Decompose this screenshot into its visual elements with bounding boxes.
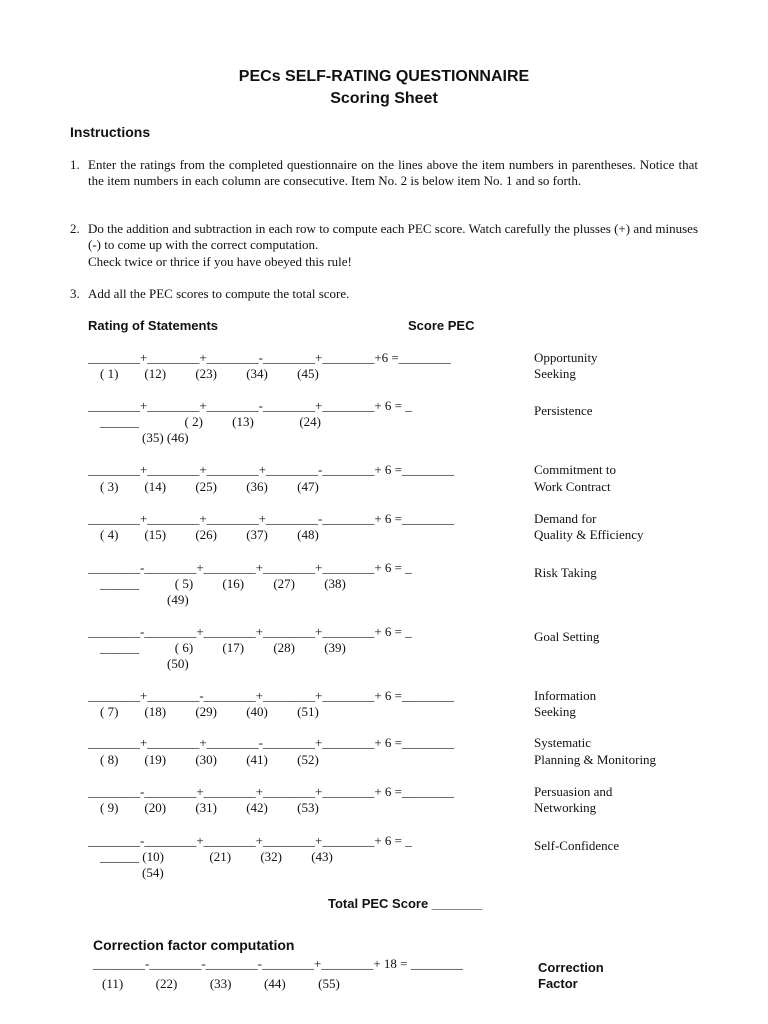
pec-label: Commitment to: [534, 462, 616, 477]
rating-header: Rating of Statements: [88, 318, 219, 333]
item-numbers: ______ ( 2) (13) (24): [100, 414, 321, 429]
formula-line: ________-________+________+________+________+ 6 = _: [88, 833, 412, 848]
formula-line: ________-________+________+________+________+ 6 = _: [88, 624, 412, 639]
item-numbers: ______ ( 5) (16) (27) (38): [100, 576, 346, 591]
item-numbers: ( 4) (15) (26) (37) (48): [100, 527, 319, 542]
page-title: PECs SELF-RATING QUESTIONNAIRE: [238, 68, 530, 85]
total-score: Total PEC Score _______: [328, 896, 483, 911]
item-numbers-wrap: (50): [167, 656, 189, 671]
item-numbers: ( 7) (18) (29) (40) (51): [100, 704, 319, 719]
score-header: Score PEC: [408, 318, 475, 333]
pec-label: Opportunity: [534, 350, 598, 365]
formula-line: ________+________+________+________-________+ 6 =________: [88, 511, 454, 526]
pec-label: Networking: [534, 800, 597, 815]
correction-item-numbers: (11) (22) (33) (44) (55): [102, 976, 340, 991]
item-numbers-wrap: (54): [142, 865, 164, 880]
item-numbers: ( 1) (12) (23) (34) (45): [100, 366, 319, 381]
correction-formula: ________-________-________-________+________+ 18 = ________: [93, 956, 463, 971]
pec-label: Persuasion and: [534, 784, 613, 799]
instruction-note: Check twice or thrice if you have obeyed this rule!: [88, 254, 352, 269]
pec-label: Work Contract: [534, 479, 611, 494]
instructions-heading: Instructions: [70, 124, 151, 140]
item-numbers: ( 9) (20) (31) (42) (53): [100, 800, 319, 815]
pec-label: Seeking: [534, 704, 576, 719]
instruction-number: 1.: [70, 157, 80, 172]
page-subtitle: Scoring Sheet: [330, 90, 438, 107]
item-numbers: ( 8) (19) (30) (41) (52): [100, 752, 319, 767]
pec-label: Self-Confidence: [534, 838, 620, 853]
instruction-number: 3.: [70, 286, 80, 301]
pec-label: Demand for: [534, 511, 597, 526]
formula-line: ________+________+________-________+________+ 6 =________: [88, 735, 454, 750]
pec-label: Systematic: [534, 735, 592, 750]
correction-heading: Correction factor computation: [93, 937, 295, 953]
correction-label: Factor: [538, 976, 578, 991]
correction-label: Correction: [538, 960, 604, 975]
formula-line: ________+________-________+________+________+ 6 =________: [88, 688, 454, 703]
formula-line: ________+________+________+________-________+ 6 =________: [88, 462, 454, 477]
formula-line: ________-________+________+________+________+ 6 =________: [88, 784, 454, 799]
instruction-text: Enter the ratings from the completed questionnaire on the lines above the item numbers in parentheses. Notice that the item numbers in each column are consecutive. Item No. 2 is below item No. 1 and so forth.: [88, 157, 698, 188]
instruction-text: Do the addition and subtraction in each row to compute each PEC score. Watch carefully the plusses (+) and minuses (-) to come up with the correct computation.: [88, 221, 698, 252]
item-numbers: ( 3) (14) (25) (36) (47): [100, 479, 319, 494]
pec-label: Quality & Efficiency: [534, 527, 644, 542]
formula-line: ________+________+________-________+________+6 =________: [88, 350, 451, 365]
pec-label: Planning & Monitoring: [534, 752, 657, 767]
instruction-number: 2.: [70, 221, 80, 236]
pec-label: Information: [534, 688, 597, 703]
item-numbers: ______ (10) (21) (32) (43): [100, 849, 333, 864]
instruction-text: Add all the PEC scores to compute the total score.: [88, 286, 350, 301]
item-numbers-wrap: (49): [167, 592, 189, 607]
item-numbers: ______ ( 6) (17) (28) (39): [100, 640, 346, 655]
pec-label: Persistence: [534, 403, 593, 418]
pec-label: Seeking: [534, 366, 576, 381]
formula-line: ________+________+________-________+________+ 6 = _: [88, 398, 412, 413]
pec-label: Goal Setting: [534, 629, 600, 644]
formula-line: ________-________+________+________+________+ 6 = _: [88, 560, 412, 575]
pec-label: Risk Taking: [534, 565, 597, 580]
item-numbers-wrap: (35) (46): [142, 430, 189, 445]
